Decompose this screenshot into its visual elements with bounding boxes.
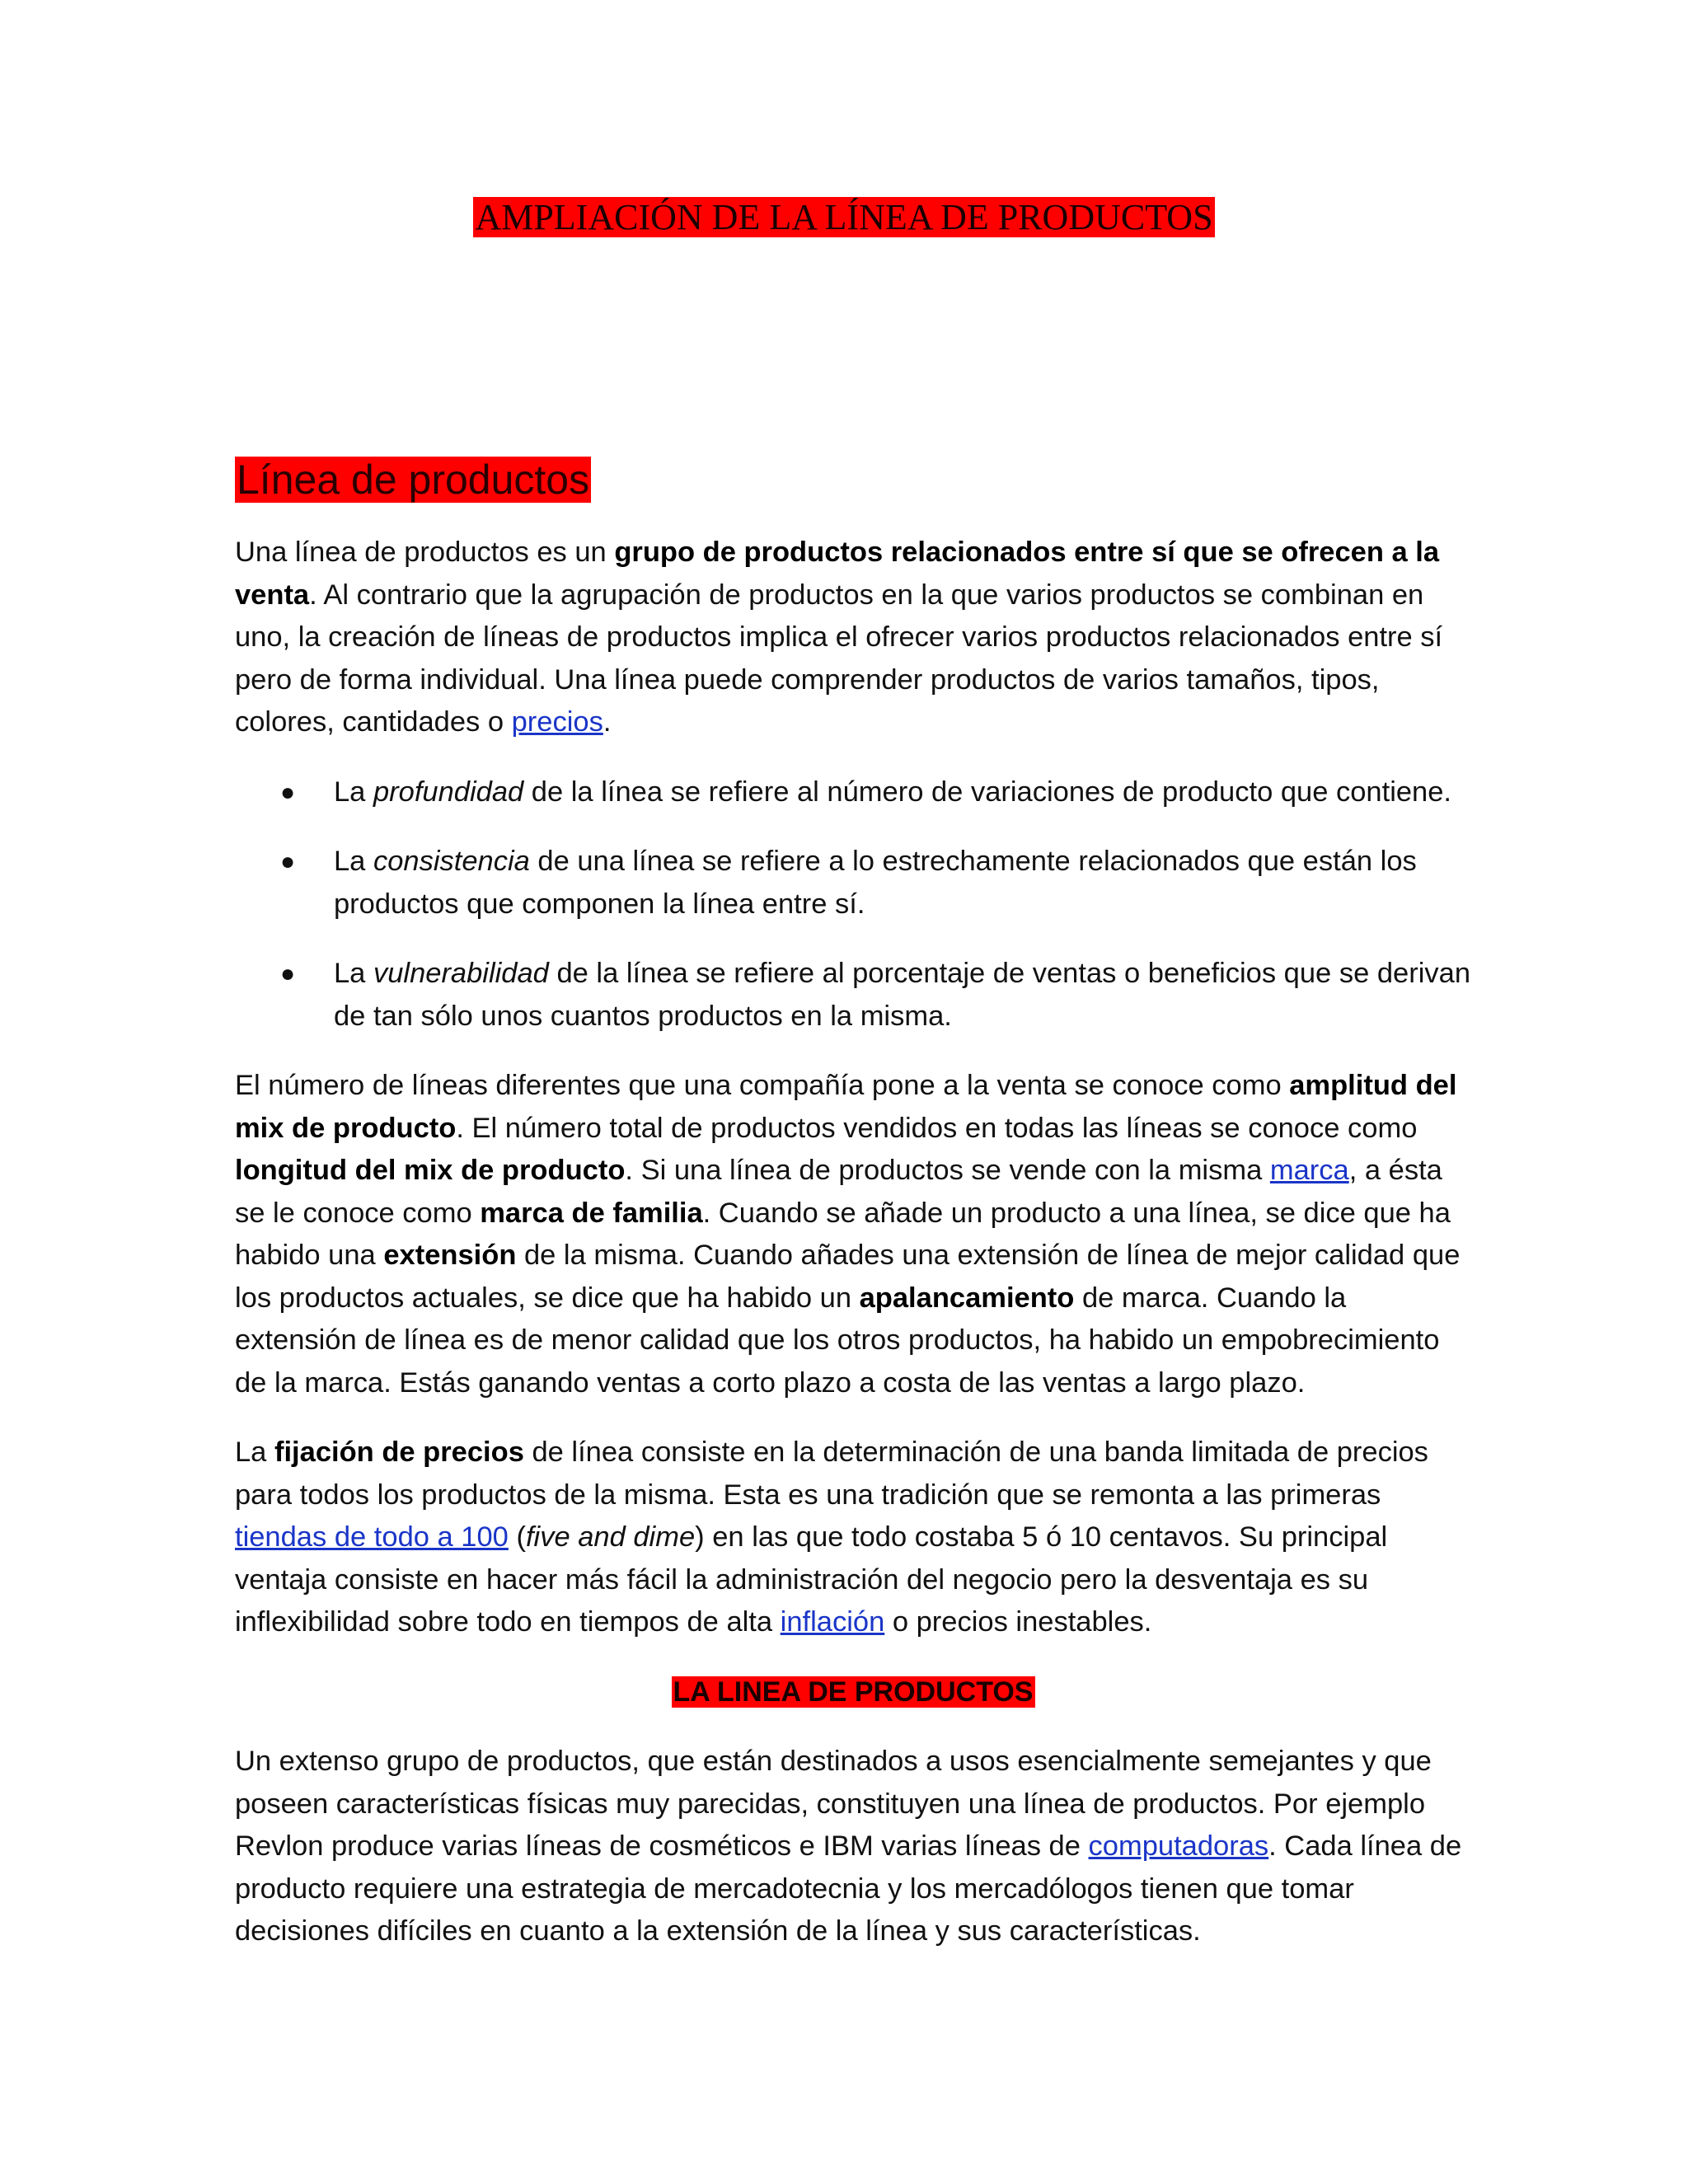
link-inflacion[interactable]: inflación bbox=[780, 1606, 885, 1638]
italic-term: vulnerabilidad bbox=[373, 958, 549, 989]
text-run: . Cada línea de producto requiere una estrategia de mercadotecnia y los mercadólogos tienen que tomar decisiones difíciles en cuanto a la extensión de la línea y sus características. bbox=[235, 1830, 1462, 1947]
text-run: . Si una línea de productos se vende con la misma bbox=[625, 1155, 1270, 1186]
section-heading-text: Línea de productos bbox=[237, 457, 590, 503]
text-run: de la línea se refiere al porcentaje de ventas o beneficios que se derivan de tan sólo unos cuantos productos en la misma. bbox=[334, 958, 1471, 1032]
italic-term: five and dime bbox=[525, 1521, 696, 1553]
section-heading bbox=[235, 452, 1471, 508]
text-run: de la línea se refiere al número de variaciones de producto que contiene. bbox=[523, 776, 1452, 808]
sub-heading-text: LA LINEA DE PRODUCTOS bbox=[673, 1675, 1034, 1708]
text-run: de línea consiste en la determinación de una banda limitada de precios para todos los productos de la misma. Esta es una tradición que se remonta a las primeras bbox=[235, 1436, 1428, 1511]
link-marca[interactable]: marca bbox=[1269, 1155, 1349, 1186]
text-run: Una línea de productos es un bbox=[235, 537, 615, 568]
bold-phrase: amplitud del mix de producto bbox=[235, 1070, 1457, 1144]
sub-heading bbox=[235, 1671, 1471, 1714]
bullet-icon: ● bbox=[280, 960, 296, 987]
bold-phrase: extensión bbox=[383, 1240, 517, 1271]
text-run: . bbox=[603, 706, 612, 738]
text-run: ) en las que todo costaba 5 ó 10 centavos. Su principal ventaja consiste en hacer más fácil la administración del negocio pero la desventaja es su inflexibilidad sobre todo en tiempos de alta bbox=[235, 1521, 1388, 1638]
bold-phrase: fijación de precios bbox=[274, 1436, 524, 1468]
link-precios[interactable]: precios bbox=[511, 706, 603, 738]
bold-phrase: longitud del mix de producto bbox=[235, 1155, 626, 1186]
text-run: de una línea se refiere a lo estrechamente relacionados que están los productos que componen la línea entre sí. bbox=[334, 846, 1417, 920]
bullet-icon: ● bbox=[280, 778, 296, 806]
italic-term: consistencia bbox=[373, 846, 530, 877]
document-title bbox=[0, 194, 1688, 241]
text-run: . Al contrario que la agrupación de productos en la que varios productos se combinan en uno, la creación de líneas de productos implica el ofrecer varios productos relacionados entre sí pero de forma individual. Una línea puede comprender productos de varios tamaños, tipos, colores, cantidades o bbox=[235, 579, 1443, 738]
link-computadoras[interactable]: computadoras bbox=[1088, 1830, 1269, 1862]
text-run: de la misma. Cuando añades una extensión de línea de mejor calidad que los productos actuales, se dice que ha habido un bbox=[235, 1240, 1461, 1314]
pricing-paragraph bbox=[235, 1432, 1471, 1644]
text-run: La bbox=[334, 776, 373, 808]
final-paragraph bbox=[235, 1741, 1471, 1953]
text-run: de marca. Cuando la extensión de línea es de menor calidad que los otros productos, ha habido un empobrecimiento de la marca. Estás ganando ventas a corto plazo a costa de las ventas a largo plazo. bbox=[235, 1282, 1440, 1399]
text-run: . Cuando se añade un producto a una línea, se dice que ha habido una bbox=[235, 1197, 1451, 1271]
bold-phrase: marca de familia bbox=[480, 1197, 703, 1229]
bold-phrase: apalancamiento bbox=[859, 1282, 1075, 1314]
text-run: El número de líneas diferentes que una compañía pone a la venta se conoce como bbox=[235, 1070, 1290, 1101]
text-run: La bbox=[334, 958, 373, 989]
bullet-item bbox=[235, 953, 1471, 1038]
text-run: ( bbox=[508, 1521, 526, 1553]
bullet-item bbox=[235, 841, 1471, 926]
italic-term: profundidad bbox=[373, 776, 524, 808]
intro-paragraph bbox=[235, 532, 1471, 744]
document-body bbox=[235, 452, 1471, 1980]
link-tiendas-de-todo-a-100[interactable]: tiendas de todo a 100 bbox=[235, 1521, 509, 1553]
bold-phrase: grupo de productos relacionados entre sí que se ofrecen a la venta bbox=[235, 537, 1440, 611]
text-run: . El número total de productos vendidos en todas las líneas se conoce como bbox=[456, 1112, 1418, 1144]
text-run: La bbox=[235, 1436, 274, 1468]
text-run: , a ésta se le conoce como bbox=[235, 1155, 1442, 1229]
document-title-text: AMPLIACIÓN DE LA LÍNEA DE PRODUCTOS bbox=[475, 197, 1213, 237]
bullet-icon: ● bbox=[280, 848, 296, 875]
bullet-list bbox=[235, 771, 1471, 1038]
mix-paragraph bbox=[235, 1065, 1471, 1404]
bullet-item bbox=[235, 771, 1471, 814]
text-run: o precios inestables. bbox=[884, 1606, 1152, 1638]
text-run: La bbox=[334, 846, 373, 877]
text-run: Un extenso grupo de productos, que están destinados a usos esencialmente semejantes y que poseen características físicas muy parecidas, constituyen una línea de productos. Por ejemplo Revlon produce varias líneas de cosméticos e IBM varias líneas de bbox=[235, 1746, 1432, 1862]
